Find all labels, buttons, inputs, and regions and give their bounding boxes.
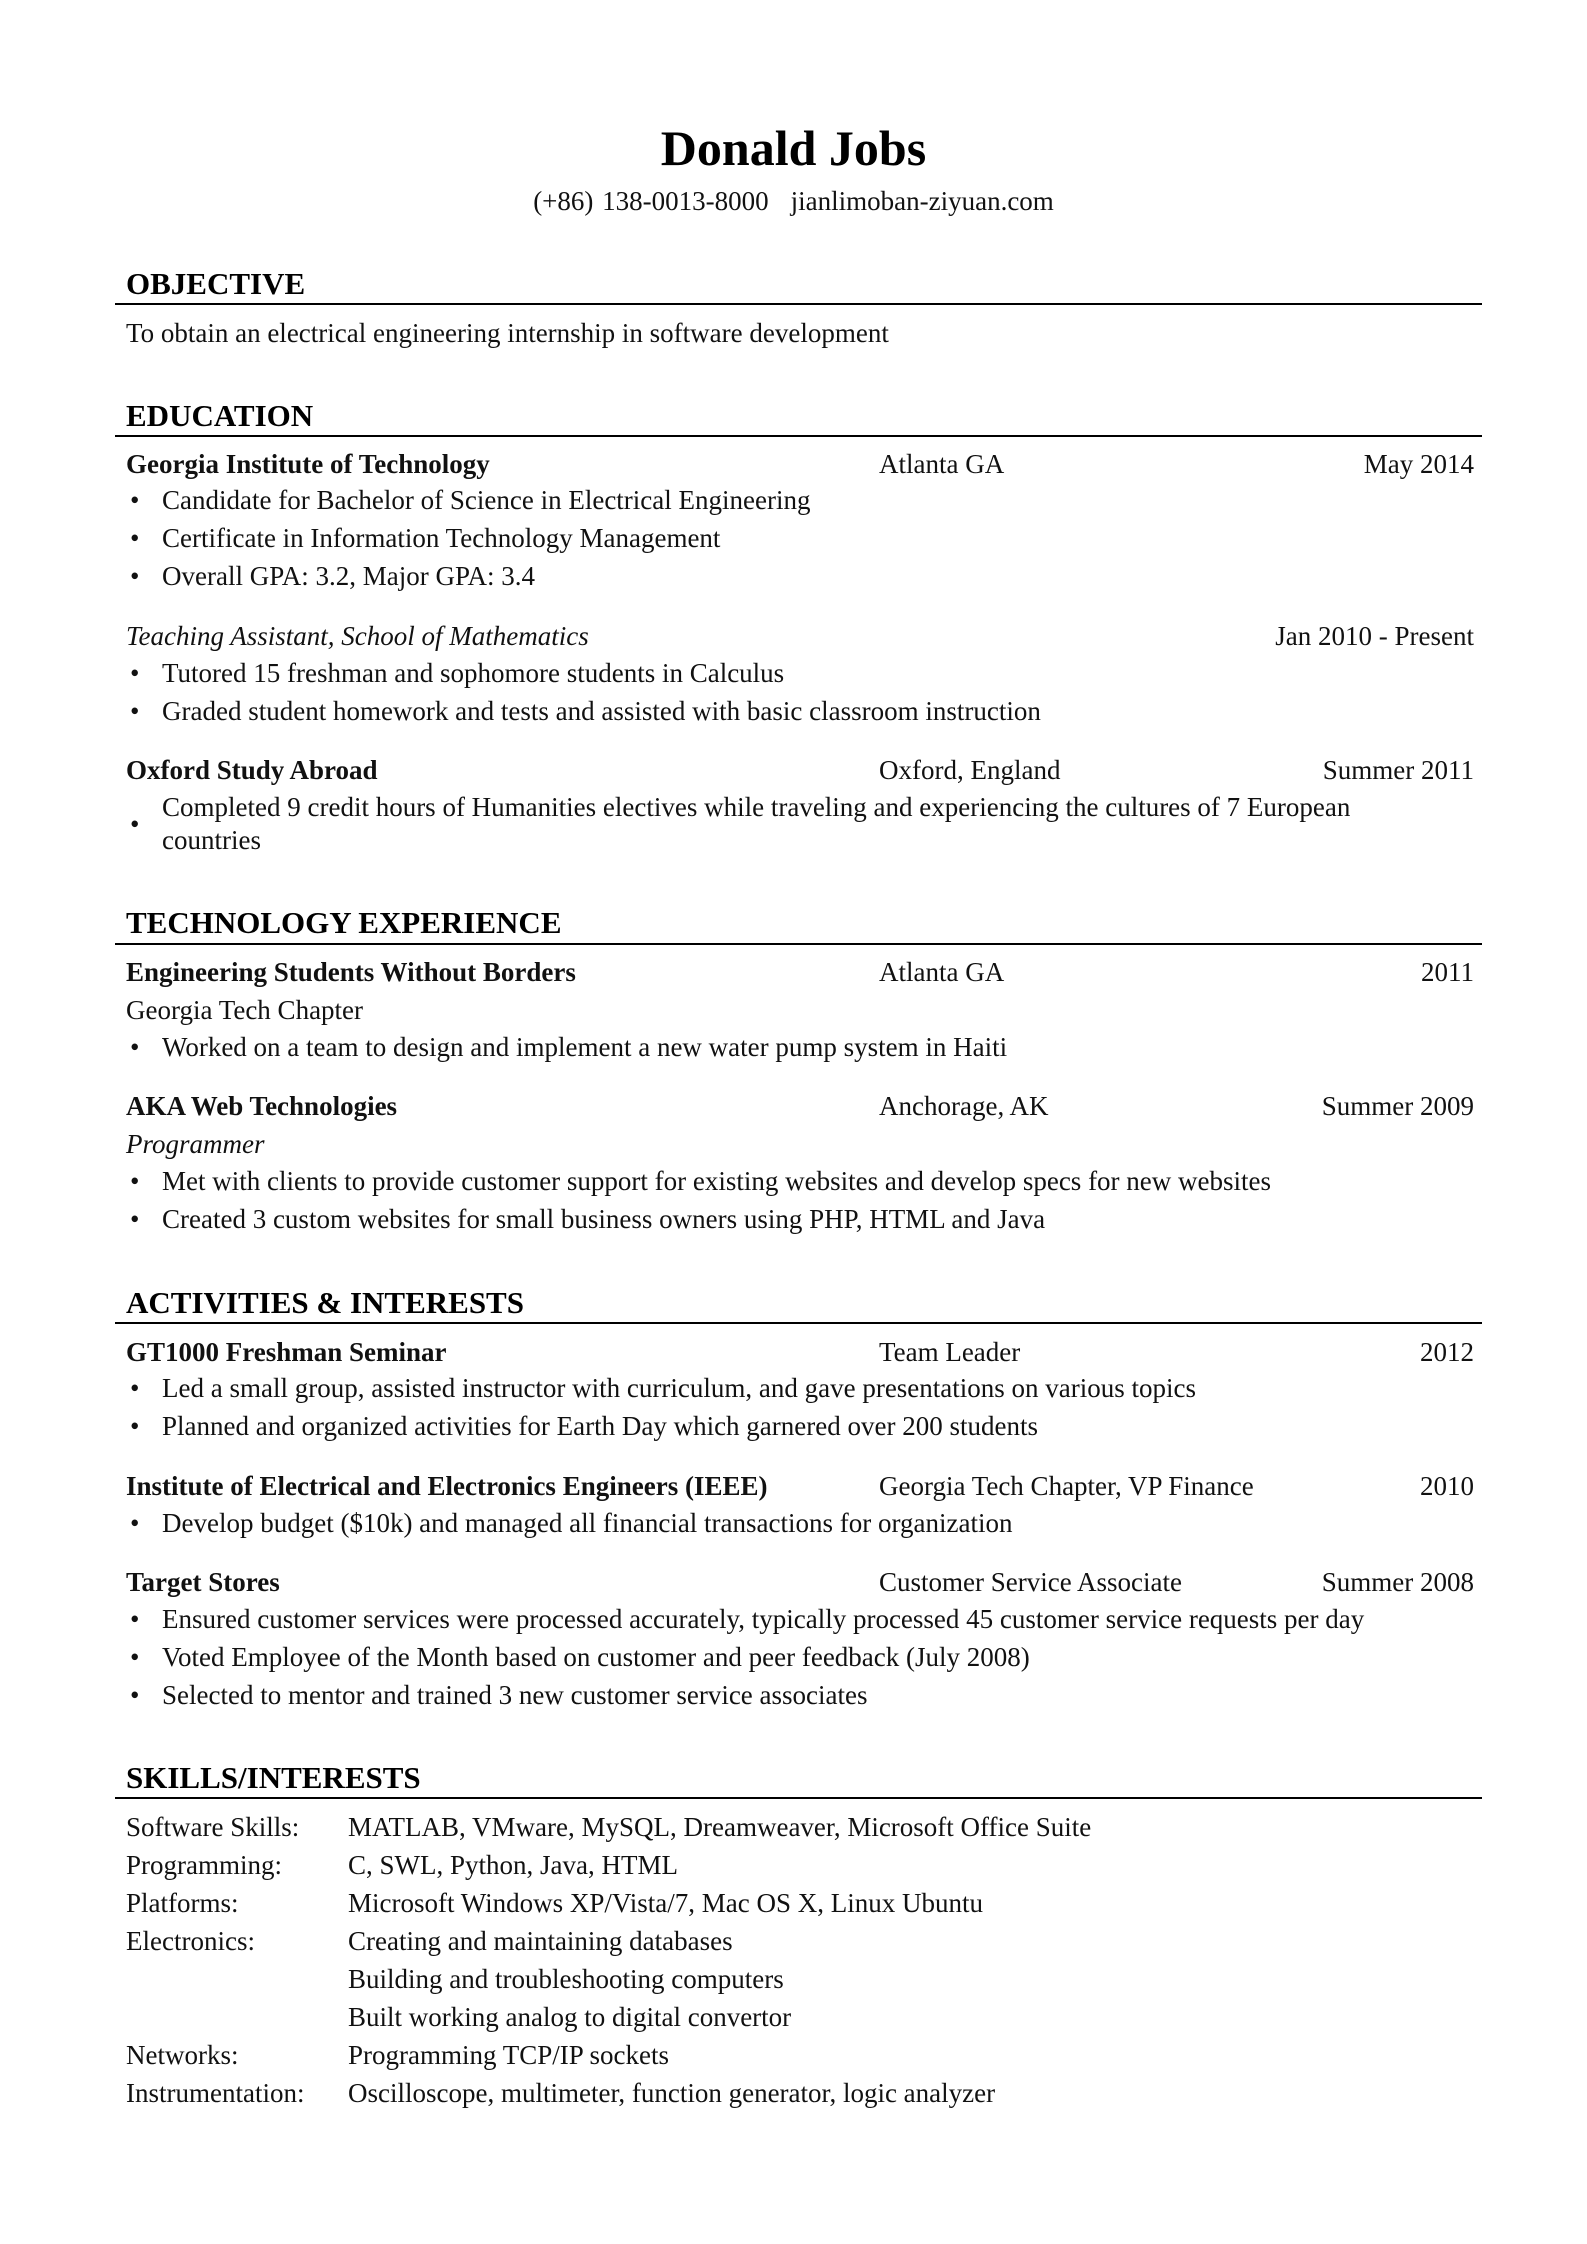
entry-org: Oxford Study Abroad (126, 755, 378, 785)
bullet-item: • Planned and organized activities for Earth Day which garnered over 200 students (130, 1411, 1038, 1441)
skill-value: Programming TCP/IP sockets (348, 2040, 670, 2070)
bullet-item: • Graded student homework and tests and assisted with basic classroom instruction (130, 696, 1041, 726)
section-divider (115, 303, 1482, 305)
bullet-item: • Develop budget ($10k) and managed all financial transactions for organization (130, 1508, 1013, 1538)
entry-org: AKA Web Technologies (126, 1091, 398, 1121)
bullet-icon: • (130, 485, 140, 515)
bullet-icon: • (130, 1642, 140, 1672)
bullet-item: • Tutored 15 freshman and sophomore students in Calculus (130, 658, 785, 688)
bullet-icon: • (130, 1604, 140, 1634)
bullet-icon: • (130, 1373, 140, 1403)
entry-date: 2011 (1421, 957, 1474, 987)
bullet-icon: • (130, 561, 140, 591)
section-divider (115, 1322, 1482, 1324)
entry-org: GT1000 Freshman Seminar (126, 1337, 447, 1367)
entry-date: Summer 2011 (1322, 755, 1474, 785)
bullet-item: • Voted Employee of the Month based on customer and peer feedback (July 2008) (130, 1642, 1030, 1672)
skill-label: Programming: (126, 1850, 282, 1880)
bullet-icon: • (130, 1166, 140, 1196)
bullet-item: • Candidate for Bachelor of Science in Electrical Engineering (130, 485, 811, 515)
section-title-objective: OBJECTIVE (126, 266, 306, 301)
entry-date: 2012 (1420, 1337, 1474, 1367)
bullet-icon: • (130, 1508, 140, 1538)
entry-date: May 2014 (1363, 449, 1474, 479)
bullet-item: • Met with clients to provide customer support for existing websites and develop specs for new websites (130, 1166, 1272, 1196)
resume-page: Donald Jobs (+86) 138-0013-8000 jianlimoban-ziyuan.com OBJECTIVE To obtain an electrical engineering internship in software development EDUCATION Georgia Institute of Technology Atlanta GA May 2014 • Candidate for Bachelor of Science in Electrical Engineering • Certificate in Information Technology Management • Overall GPA: 3.2, Major GPA: 3.4 Teaching Assistant, School of Mathematics Jan 2010 - Present • Tutored 15 freshman and sophomore students in Calculus • Graded student homework and tests and assisted with basic classroom instruction Oxford Study Abroad Oxford, England Summer 2011 • Completed 9 credit hours of Humanities electives while traveling and experiencing the cultures of 7 European countries TECHNOLOGY EXPERIENCE Engineering Students Without Borders Atlanta GA 2011 Georgia Tech Chapter • Worked on a team to design and implement a new water pump system in Haiti AKA Web Technologies Anchorage, AK Summer 2009 Programmer • Met with clients to provide customer support for existing websites and develop specs for new websites • Created 3 custom websites for small business owners using PHP, HTML and Java ACTIVITIES & INTERESTS GT1000 Freshman Seminar Team Leader 2012 • Led a small group, assisted instructor with curriculum, and gave presentations on various topics • Planned and organized activities for Earth Day which garnered over 200 students Institute of Electrical and Electronics Engineers (IEEE) Georgia Tech Chapter, VP Finance 2010 • Develop budget ($10k) and managed all financial transactions for organization Target Stores Customer Service Associate Summer 2008 • Ensured customer services were processed accurately, typically processed 45 customer service requests per day • Voted Employee of the Month based on customer and peer feedback (July 2008) • Selected to mentor and trained 3 new customer service associates SKILLS/INTERESTS Software Skills: MATLAB, VMware, MySQL, Dreamweaver, Microsoft Office Suite Programming: C, SWL, Python, Java, HTML Platforms: Microsoft Windows XP/Vista/7, Mac OS X, Linux Ubuntu Electronics: Creating and maintaining databases Building and troubleshooting computers Built working analog to digital convertor Networks: Programming TCP/IP sockets Instrumentation: Oscilloscope, multimeter, function generator, logic analyzer (0, 0, 1587, 2244)
section-title-activities: ACTIVITIES & INTERESTS (126, 1285, 524, 1320)
bullet-item: • Completed 9 credit hours of Humanities electives while traveling and experiencing the cultures of 7 European countries (130, 792, 1351, 855)
skill-label: Electronics: (126, 1926, 255, 1956)
entry-role: Teaching Assistant, School of Mathematics (126, 621, 589, 651)
entry-location: Customer Service Associate (879, 1567, 1182, 1597)
section-title-skills: SKILLS/INTERESTS (126, 1760, 421, 1795)
entry-date: Jan 2010 - Present (1275, 621, 1474, 651)
skill-label: Instrumentation: (126, 2078, 305, 2108)
entry-location: Anchorage, AK (879, 1091, 1049, 1121)
section-divider (115, 1797, 1482, 1799)
website-link[interactable]: jianlimoban-ziyuan.com (790, 186, 1054, 216)
bullet-item: • Created 3 custom websites for small business owners using PHP, HTML and Java (130, 1204, 1046, 1234)
entry-date: 2010 (1420, 1471, 1474, 1501)
skill-label: Platforms: (126, 1888, 239, 1918)
bullet-icon: • (130, 523, 140, 553)
skill-value: MATLAB, VMware, MySQL, Dreamweaver, Microsoft Office Suite (348, 1812, 1092, 1842)
entry-location: Atlanta GA (879, 449, 1005, 479)
skill-value: Oscilloscope, multimeter, function generator, logic analyzer (348, 2078, 996, 2108)
section-divider (115, 943, 1482, 945)
entry-org: Engineering Students Without Borders (126, 957, 576, 987)
skill-value: Built working analog to digital convertor (348, 2002, 792, 2032)
entry-location: Georgia Tech Chapter, VP Finance (879, 1471, 1254, 1501)
section-divider (115, 435, 1482, 437)
bullet-icon: • (130, 1411, 140, 1441)
bullet-item: • Led a small group, assisted instructor with curriculum, and gave presentations on various topics (130, 1373, 1197, 1403)
entry-date: Summer 2009 (1321, 1091, 1474, 1121)
bullet-icon: • (130, 696, 140, 726)
skill-value: Creating and maintaining databases (348, 1926, 733, 1956)
skill-label: Networks: (126, 2040, 239, 2070)
bullet-icon: • (130, 809, 140, 839)
phone-number: (+86) 138-0013-8000 (533, 186, 769, 216)
section-title-technology: TECHNOLOGY EXPERIENCE (126, 905, 562, 940)
entry-org: Target Stores (126, 1567, 280, 1597)
entry-location: Team Leader (879, 1337, 1021, 1367)
skill-value: C, SWL, Python, Java, HTML (348, 1850, 678, 1880)
bullet-icon: • (130, 1680, 140, 1710)
skill-value: Building and troubleshooting computers (348, 1964, 784, 1994)
contact-line (0, 183, 1587, 219)
bullet-item: • Ensured customer services were processed accurately, typically processed 45 customer service requests per day (130, 1604, 1365, 1634)
entry-location: Oxford, England (879, 755, 1061, 785)
section-title-education: EDUCATION (126, 398, 314, 433)
bullet-icon: • (130, 1032, 140, 1062)
skill-value: Microsoft Windows XP/Vista/7, Mac OS X, Linux Ubuntu (348, 1888, 984, 1918)
bullet-item: • Certificate in Information Technology Management (130, 523, 721, 553)
bullet-item: • Worked on a team to design and implement a new water pump system in Haiti (130, 1032, 1008, 1062)
entry-date: Summer 2008 (1321, 1567, 1474, 1597)
entry-location: Atlanta GA (879, 957, 1005, 987)
entry-org: Georgia Institute of Technology (126, 449, 490, 479)
candidate-name: Donald Jobs (660, 120, 927, 176)
bullet-item: • Selected to mentor and trained 3 new customer service associates (130, 1680, 868, 1710)
bullet-icon: • (130, 658, 140, 688)
entry-org: Institute of Electrical and Electronics Engineers (IEEE) (126, 1471, 768, 1501)
skill-label: Software Skills: (126, 1812, 300, 1842)
bullet-item: • Overall GPA: 3.2, Major GPA: 3.4 (130, 561, 536, 591)
bullet-icon: • (130, 1204, 140, 1234)
